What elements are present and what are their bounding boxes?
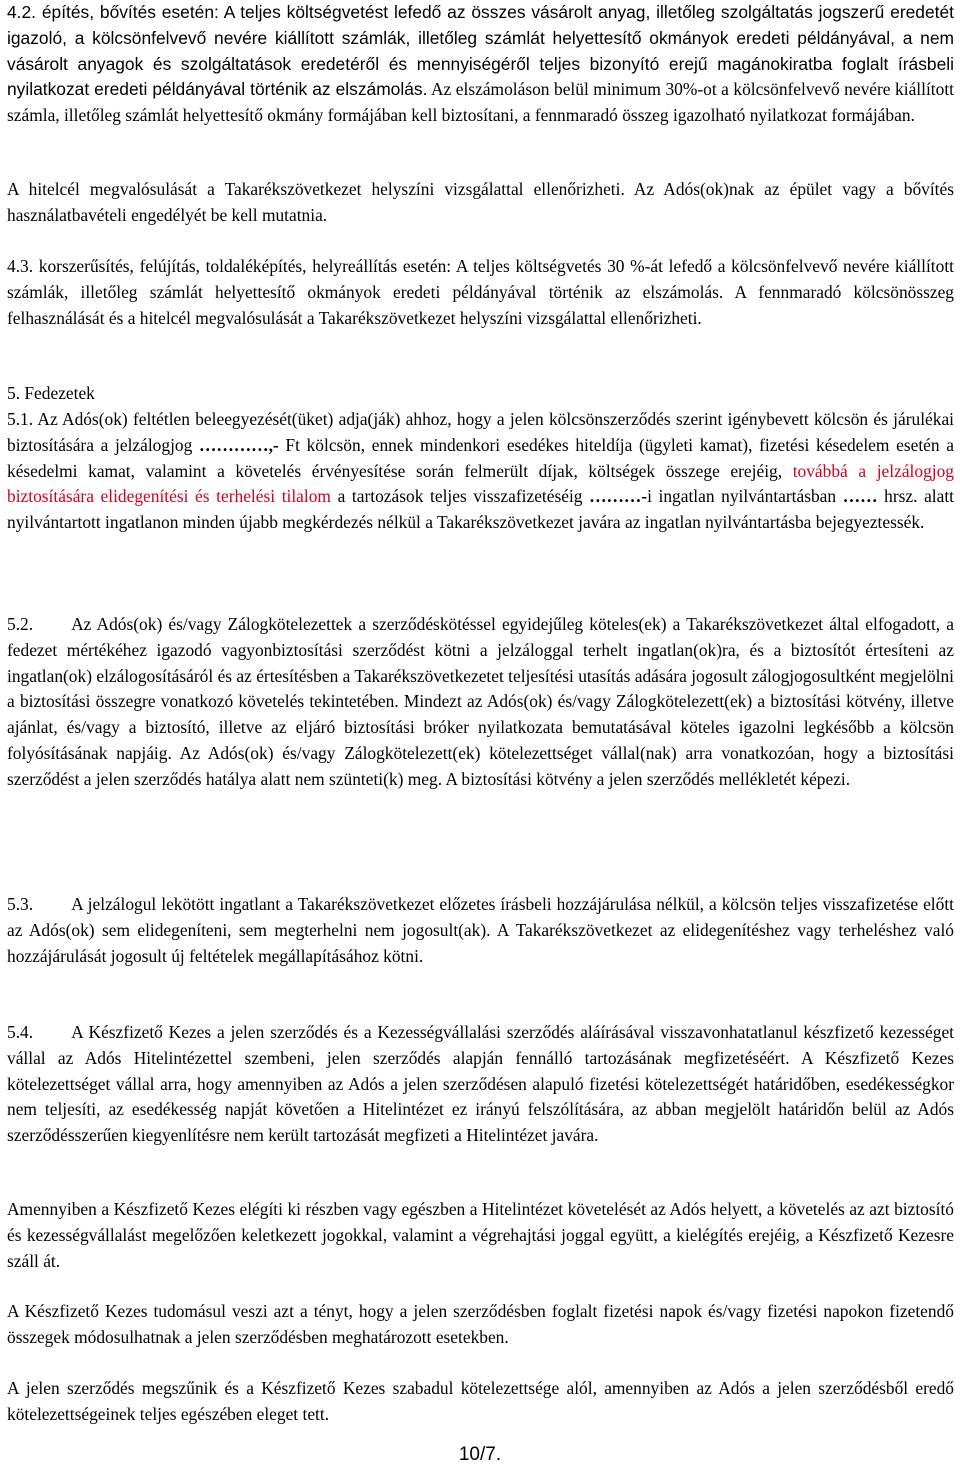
paragraph-5-1-text-4: i ingatlan nyilvántartásban — [647, 486, 843, 507]
paragraph-5-4-text: A Készfizető Kezes a jelen szerződés és a Kezességvállalási szerződés aláírásával visszavonhatatlanul készfizető kezességet vállal az Adós Hitelintézettel szembeni, jelen szerződés alapján fennálló tartozásának megfizetéséért. A Készfizető Kezes kötelezettséget vállal arra, hogy amennyiben az Adós a jelen szerződésen alapuló fizetési kötelezettségét határidőben, esedékességkor nem teljesíti, az esedékesség napját követően a Hitelintézet ez irányú felszólítására, az abban megjelölt határidőn belül az Adós szerződésszerűen kiegyenlítésre nem került tartozását megfizeti a Hitelintézet javára. — [7, 1022, 954, 1146]
loan-amount-blank: …………,- — [199, 434, 279, 455]
paragraph-5-1-text-2: Ft kölcsön, ennek mindenkori esedékes hiteldíja (ügyleti kamat), fizetési késedelem esetén a késedelmi kamat, valamint a követelés érvényesítése során felmerült díjak, költségek összege erejéig, — [7, 434, 954, 481]
paragraph-4-2-rest: Az elszámoláson belül minimum 30%-ot a kölcsönfelvevő nevére kiállított számla, illetőleg számlát helyettesítő okmány formájában kell biztosítani, a fennmaradó összeg igazolható nyilatkozat formájában. — [7, 79, 954, 126]
settlement-blank: ………- — [589, 486, 648, 507]
lot-number-blank: …… — [842, 486, 878, 507]
paragraph-5-2-text: Az Adós(ok) és/vagy Zálogkötelezettek a szerződéskötéssel egyidejűleg köteles(ek) a Takarékszövetkezet által elfogadott, a fedezet mértékéhez igazodó vagyonbiztosítási szerződést kötni a jelzáloggal terhelt ingatlan(ok)ra, és a biztosítót értesíteni az ingatlan(ok) elzálogosításáról és az értesítésben a Takarékszövetkezetet teljesítési utasítás adására jogosult zálogjogosultként megjelölni a biztosítási összegre vonatkozó követelés tekintetében. Mindezt az Adós(ok) és/vagy Zálogkötelezett(ek) a biztosítási kötvény, illetve ajánlat, és/vagy a biztosító, illetve az eljáró biztosítási bróker nyilatkozata bemutatásával köteles igazolni legkésőbb a kölcsön folyósításának napjáig. Az Adós(ok) és/vagy Zálogkötelezett(ek) kötelezettséget vállal(nak) arra vonatkozóan, hogy a biztosítási szerződést a jelen szerződés hatálya alatt nem szünteti(k) meg. A biztosítási kötvény a jelen szerződés mellékletét képezi. — [7, 614, 954, 789]
page-number: 10/7. — [458, 1444, 502, 1465]
paragraph-contract-termination: A jelen szerződés megszűnik és a Készfizető Kezes szabadul kötelezettsége alól, amennyiben az Adós a jelen szerződésből eredő kötelezettségeinek teljes egészében eleget tett. — [7, 1378, 954, 1424]
paragraph-4-2 — [7, 0, 954, 129]
paragraph-5-1 — [7, 407, 954, 536]
paragraph-4-3 — [7, 254, 954, 331]
paragraph-guarantor-subrogation: Amennyiben a Készfizető Kezes elégíti ki részben vagy egészben a Hitelintézet követelését az Adós helyett, a követelés az azt biztosító és kezességvállalást megelőzően keletkezett jogokkal, valamint a végrehajtási joggal együtt, a kielégítés erejéig, a Készfizető Kezesre száll át. — [7, 1199, 954, 1271]
paragraph-5-3-text: A jelzálogul lekötött ingatlant a Takarékszövetkezet előzetes írásbeli hozzájárulása nélkül, a kölcsön teljes visszafizetése előtt az Adós(ok) sem elidegeníteni, sem megterhelni nem jogosult(ak). A Takarékszövetkezet az elidegenítéshez vagy terheléshez való hozzájárulását jogosult új feltételek megállapításához kötni. — [7, 894, 954, 966]
paragraph-5-2 — [7, 612, 954, 793]
prohibition-highlight: továbbá a jelzálogjog biztosítására elidegenítési és terhelési tilalom — [7, 460, 954, 507]
paragraph-5-1-text-1: 5.1. Az Adós(ok) feltétlen beleegyezését(üket) adja(ják) ahhoz, hogy a jelen kölcsönszerződés szerint igénybevett kölcsön és járulékai biztosítására a jelzálogjog — [7, 409, 954, 455]
paragraph-5-4 — [7, 1020, 954, 1149]
section-number-5-4: 5.4. — [7, 1022, 34, 1042]
section-number-4-3: 4.3. — [7, 256, 34, 276]
paragraph-5-3 — [7, 892, 954, 969]
paragraph-4-2-lead: építés, bővítés esetén: A teljes költségvetést lefedő az összes vásárolt anyag, illetőleg szolgáltatás jogszerű eredetét igazoló, a kölcsönfelvevő nevére kiállított számlák, illetőleg számlát helyettesítő okmányok eredeti példányával, a nem vásárolt anyagok és szolgáltatások eredetéről és mennyiségéről teljes bizonyító erejű magánokiratba foglalt írásbeli nyilatkozat eredeti példányával történik az elszámolás. — [7, 2, 954, 100]
section-number-5-2: 5.2. — [7, 614, 34, 634]
paragraph-guarantor-acknowledgement: A Készfizető Kezes tudomásul veszi azt a tényt, hogy a jelen szerződésben foglalt fizetési napok és/vagy fizetési napokon fizetendő összegek módosulhatnak a jelen szerződésben meghatározott esetekben. — [7, 1301, 954, 1347]
section-5-heading: 5. Fedezetek — [7, 383, 95, 403]
paragraph-5-1-text-3: a tartozások teljes visszafizetéséig — [330, 486, 590, 507]
paragraph-4-2-inspection: A hitelcél megvalósulását a Takarékszövetkezet helyszíni vizsgálattal ellenőrizheti. Az Adós(ok)nak az épület vagy a bővítés használatbavételi engedélyét be kell mutatnia. — [7, 179, 954, 225]
section-number-4-2: 4.2. — [7, 2, 37, 22]
paragraph-5-1-text-5: hrsz. alatt nyilvántartott ingatlanon minden újabb megkérdezés nélkül a Takarékszövetkezet javára az ingatlan nyilvántartásba bejegyeztessék. — [7, 486, 955, 533]
paragraph-4-3-text: korszerűsítés, felújítás, toldaléképítés, helyreállítás esetén: A teljes költségvetés 30 %-át lefedő a kölcsönfelvevő nevére kiállított számlák, illetőleg számlát helyettesítő okmányok eredeti példányával történik az elszámolás. A fennmaradó kölcsönösszeg felhasználását és a hitelcél megvalósulását a Takarékszövetkezet helyszíni vizsgálattal ellenőrizheti. — [7, 256, 954, 328]
section-number-5-3: 5.3. — [7, 894, 34, 914]
